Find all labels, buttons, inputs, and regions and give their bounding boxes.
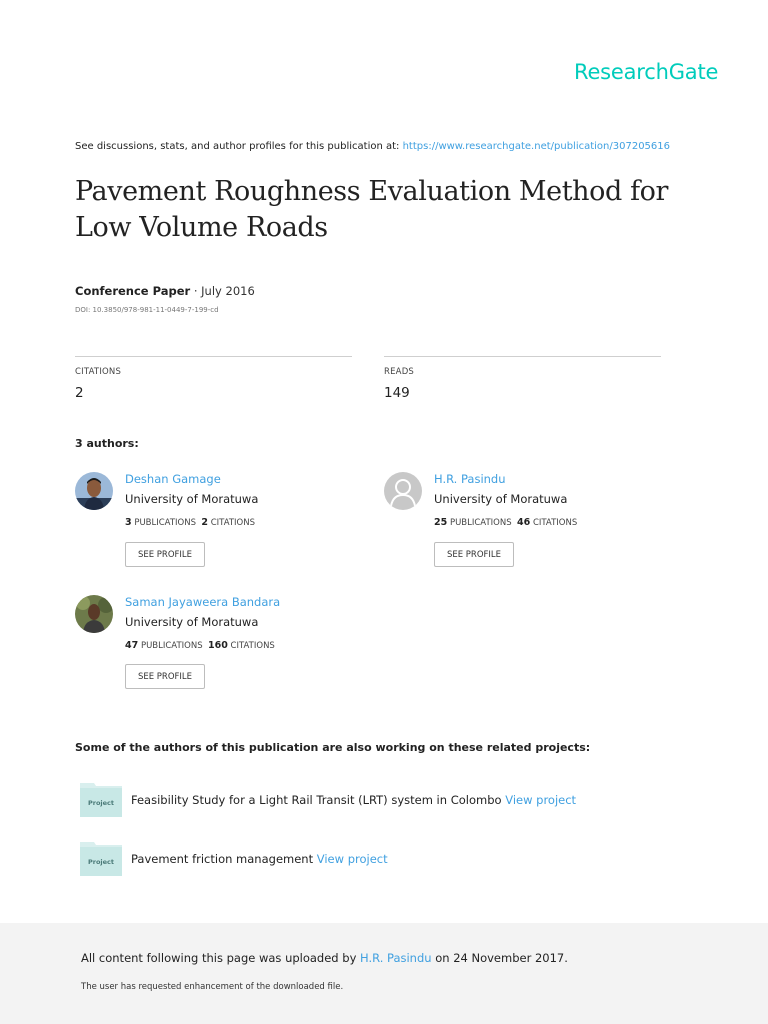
publication-title: Pavement Roughness Evaluation Method for Low Volume Roads xyxy=(75,176,669,243)
citations-count: 46 xyxy=(517,517,531,528)
author-name[interactable]: Saman Jayaweera Bandara xyxy=(125,595,281,609)
author-institution[interactable]: University of Moratuwa xyxy=(434,492,568,506)
author-institution[interactable]: University of Moratuwa xyxy=(125,492,259,506)
upload-footer xyxy=(0,923,768,1024)
project-item xyxy=(131,852,388,866)
publications-count: 47 xyxy=(125,640,139,651)
view-project-link[interactable]: View project xyxy=(505,793,577,807)
folder-label: Project xyxy=(87,858,115,866)
citations-label: CITATIONS xyxy=(210,518,255,528)
citations-divider xyxy=(75,356,352,357)
avatar-saman-bandara[interactable] xyxy=(75,595,113,633)
project-title: Pavement friction management xyxy=(131,852,314,866)
folder-label: Project xyxy=(87,799,115,807)
reads-divider xyxy=(384,356,661,357)
discussion-line xyxy=(75,141,670,152)
see-profile-button[interactable]: SEE PROFILE xyxy=(125,664,205,689)
citations-label: CITATIONS xyxy=(75,367,122,377)
author-stats xyxy=(434,517,577,528)
citations-value: 2 xyxy=(75,385,84,401)
publications-label: PUBLICATIONS xyxy=(140,641,203,651)
publication-type: Conference Paper xyxy=(75,284,191,298)
author-institution[interactable]: University of Moratuwa xyxy=(125,615,259,629)
author-stats xyxy=(125,640,275,651)
upload-suffix: on 24 November 2017. xyxy=(435,951,568,965)
publications-count: 3 xyxy=(125,517,132,528)
project-folder-icon xyxy=(80,781,122,817)
publication-meta xyxy=(75,284,255,298)
enhancement-request-note: The user has requested enhancement of the downloaded file. xyxy=(81,982,344,992)
citations-label: CITATIONS xyxy=(230,641,275,651)
author-name[interactable]: H.R. Pasindu xyxy=(434,472,506,486)
upload-prefix: All content following this page was uploaded by xyxy=(81,951,357,965)
upload-notice xyxy=(81,951,568,965)
publications-count: 25 xyxy=(434,517,448,528)
project-item xyxy=(131,793,576,807)
project-title: Feasibility Study for a Light Rail Transit (LRT) system in Colombo xyxy=(131,793,502,807)
uploader-link[interactable]: H.R. Pasindu xyxy=(360,951,432,965)
citations-count: 2 xyxy=(201,517,209,528)
see-profile-button[interactable]: SEE PROFILE xyxy=(125,542,205,567)
avatar-deshan-gamage[interactable] xyxy=(75,472,113,510)
view-project-link[interactable]: View project xyxy=(316,852,388,866)
author-name[interactable]: Deshan Gamage xyxy=(125,472,221,486)
publication-date: · July 2016 xyxy=(193,284,255,298)
citations-count: 160 xyxy=(208,640,228,651)
publication-link[interactable]: https://www.researchgate.net/publication/307205616 xyxy=(402,141,671,152)
author-stats xyxy=(125,517,255,528)
publications-label: PUBLICATIONS xyxy=(134,518,196,528)
project-folder-icon xyxy=(80,840,122,876)
doi: DOI: 10.3850/978-981-11-0449-7-199-cd xyxy=(75,306,219,314)
avatar-placeholder-icon[interactable] xyxy=(384,472,422,510)
citations-label: CITATIONS xyxy=(532,518,578,528)
related-projects-heading: Some of the authors of this publication are also working on these related projects: xyxy=(75,741,591,754)
authors-heading: 3 authors: xyxy=(75,437,139,450)
publications-label: PUBLICATIONS xyxy=(449,518,512,528)
see-profile-button[interactable]: SEE PROFILE xyxy=(434,542,514,567)
researchgate-logo[interactable]: ResearchGate xyxy=(574,60,719,84)
discussion-prefix: See discussions, stats, and author profiles for this publication at: xyxy=(75,141,400,152)
reads-value: 149 xyxy=(384,385,410,401)
reads-label: READS xyxy=(384,367,415,377)
